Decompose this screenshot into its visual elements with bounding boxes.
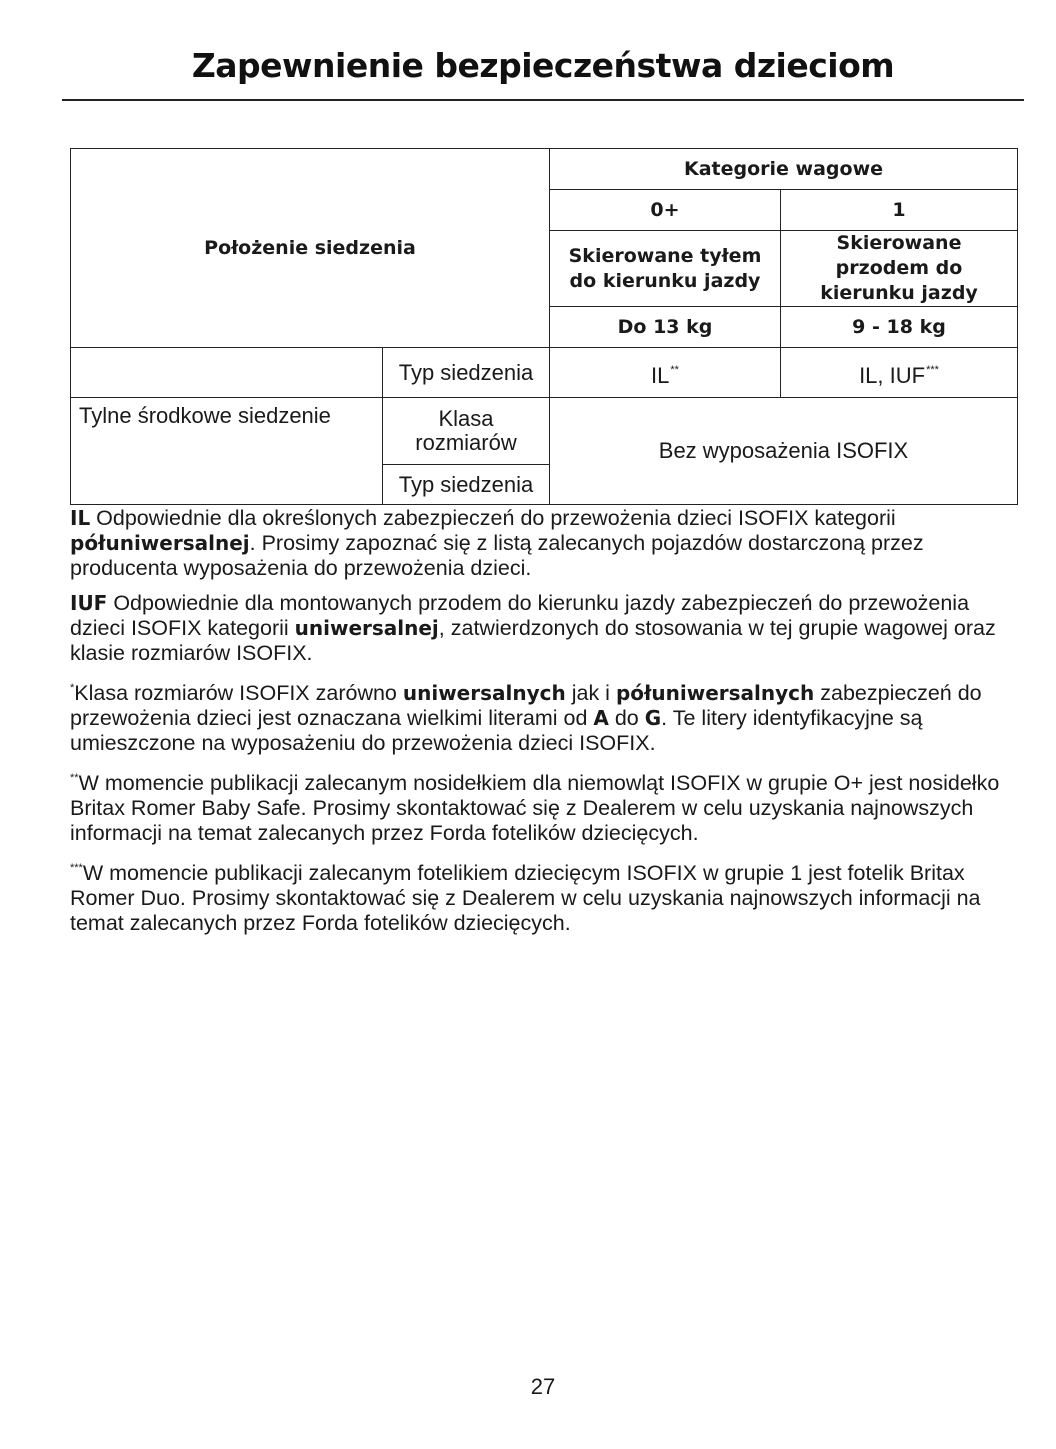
size-class-label: Klasa rozmiarów bbox=[383, 398, 550, 465]
rear-middle-seat-label: Tylne środkowe siedzenie bbox=[71, 398, 383, 505]
note-text: jak i bbox=[565, 681, 616, 705]
group-1-weight: 9 - 18 kg bbox=[781, 307, 1018, 348]
note-emphasis: półuniwersalnych bbox=[615, 681, 815, 705]
note-star1 bbox=[70, 676, 1020, 756]
note-text: , zatwierdzonych do stosowania w tej grupie wagowej oraz klasie rozmiarów ISOFIX. bbox=[70, 616, 996, 665]
footnote-marker: ** bbox=[670, 363, 679, 376]
group-1-direction: Skierowane przodem do kierunku jazdy bbox=[781, 231, 1018, 307]
seat-type-label: Typ siedzenia bbox=[383, 348, 550, 398]
note-term: IUF bbox=[70, 591, 108, 615]
note-il bbox=[70, 506, 1020, 581]
group-0plus-weight: Do 13 kg bbox=[550, 307, 781, 348]
note-iuf bbox=[70, 591, 1020, 666]
note-text: . Te litery identyfikacyjne są umieszczone na wyposażeniu do przewożenia dzieci ISOFIX. bbox=[70, 706, 923, 755]
note-star3 bbox=[70, 856, 1020, 936]
note-text: W momencie publikacji zalecanym fotelikiem dziecięcym ISOFIX w grupie 1 jest fotelik Britax Romer Duo. Prosimy skontaktować się z Dealerem w celu uzyskania najnowszych informacji na temat zalecanych przez Forda fotelików dziecięcych. bbox=[70, 861, 981, 935]
weight-categories-header: Kategorie wagowe bbox=[550, 149, 1018, 190]
seat-type-value-0plus bbox=[550, 348, 781, 398]
note-text: W momencie publikacji zalecanym nosidełkiem dla niemowląt ISOFIX w grupie O+ jest nosidełko Britax Romer Baby Safe. Prosimy skontaktować się z Dealerem w celu uzyskania najnowszych informacji na temat zalecanych przez Forda fotelików dziecięcych. bbox=[70, 771, 1000, 845]
seat-type-value-1 bbox=[781, 348, 1018, 398]
page-number: 27 bbox=[530, 1374, 556, 1399]
empty-cell bbox=[71, 348, 383, 398]
note-text: zabezpieczeń do przewożenia dzieci jest oznaczana wielkimi literami od bbox=[70, 681, 982, 730]
note-emphasis: półuniwersalnej bbox=[70, 531, 250, 555]
group-0plus-direction: Skierowane tyłem do kierunku jazdy bbox=[550, 231, 781, 307]
seat-position-header: Położenie siedzenia bbox=[71, 149, 550, 348]
note-emphasis: uniwersalnej bbox=[294, 616, 439, 640]
seat-type-value-text: IL bbox=[651, 362, 670, 388]
table-row bbox=[71, 348, 1018, 398]
note-emphasis: A bbox=[593, 706, 609, 730]
footnote-marker: *** bbox=[70, 862, 83, 874]
no-isofix-cell: Bez wyposażenia ISOFIX bbox=[550, 398, 1018, 505]
group-0plus-label: 0+ bbox=[550, 190, 781, 231]
title-divider bbox=[62, 99, 1024, 101]
note-emphasis: uniwersalnych bbox=[402, 681, 566, 705]
note-text: Klasa rozmiarów ISOFIX zarówno bbox=[74, 681, 403, 705]
note-text: do bbox=[608, 706, 645, 730]
note-text: Odpowiednie dla montowanych przodem do kierunku jazdy zabezpieczeń do przewożenia dzieci ISOFIX kategorii bbox=[70, 591, 970, 640]
footnote-marker: *** bbox=[926, 363, 939, 376]
footnote-marker: ** bbox=[70, 772, 79, 784]
note-star2 bbox=[70, 766, 1020, 846]
seat-type-value-text: IL, IUF bbox=[859, 362, 926, 388]
note-text: . Prosimy zapoznać się z listą zalecanych pojazdów dostarczoną przez producenta wyposażenia do przewożenia dzieci. bbox=[70, 531, 924, 580]
isofix-table bbox=[70, 148, 1018, 505]
page-title: Zapewnienie bezpieczeństwa dzieciom bbox=[191, 46, 895, 85]
note-text: Odpowiednie dla określonych zabezpieczeń do przewożenia dzieci ISOFIX kategorii bbox=[90, 506, 896, 530]
table-row bbox=[71, 398, 1018, 465]
group-1-label: 1 bbox=[781, 190, 1018, 231]
table-row bbox=[71, 149, 1018, 190]
notes bbox=[70, 506, 1020, 946]
note-term: IL bbox=[70, 506, 91, 530]
seat-type-label: Typ siedzenia bbox=[383, 465, 550, 505]
note-emphasis: G bbox=[644, 706, 662, 730]
footnote-marker: * bbox=[70, 682, 75, 694]
